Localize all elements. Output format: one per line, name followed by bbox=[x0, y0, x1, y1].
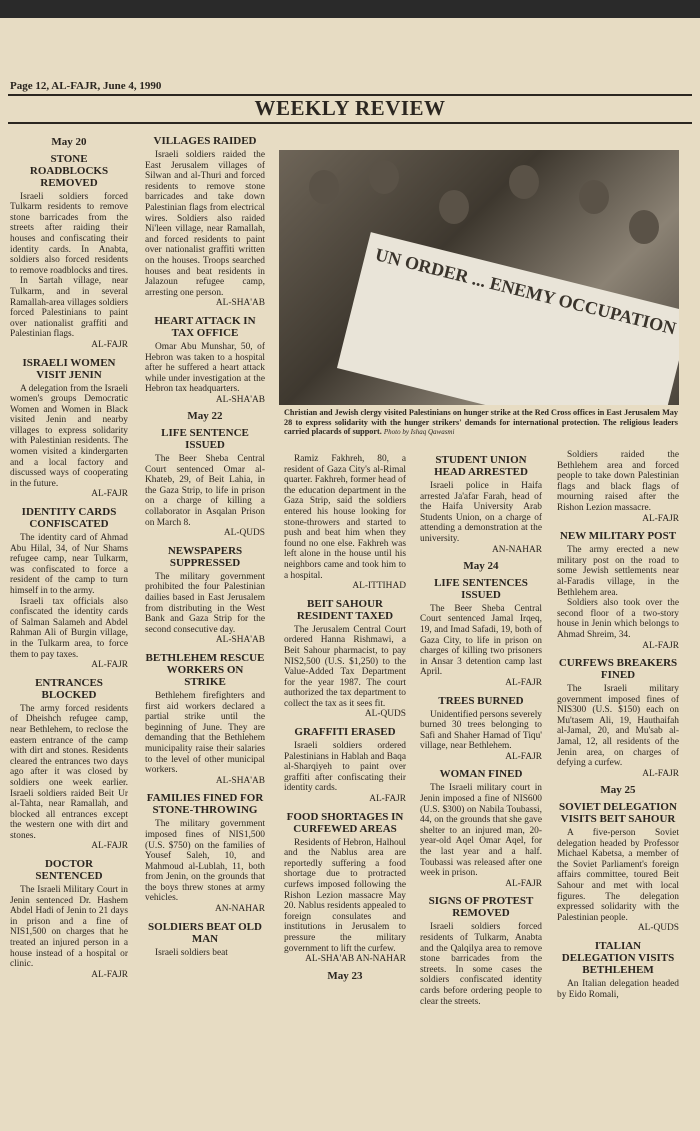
column-1 bbox=[10, 131, 128, 986]
date-heading: May 23 bbox=[327, 969, 363, 982]
article-paragraph: In Sartah village, near Tulkarm, and in several Ramallah-area villages soldiers forced Palestinians to paint over nationalist graffiti and Palestinian flags. bbox=[10, 276, 128, 340]
column-5 bbox=[557, 450, 679, 1000]
article-headline: TREES BURNED bbox=[438, 694, 524, 707]
article-paragraph: The Beer Sheba Central Court sentenced Jamal Irqeq, 19, and Imad Safadi, 19, both of Gaza City, to life in prison on charges of killing two prisoners in Ansar 3 detention camp last April. bbox=[420, 603, 542, 678]
article-paragraph: Bethlehem firefighters and first aid workers declared a partial strike until the beginning of June. They are demanding that the Bethlehem municipality raise their salaries to the level of other municipal workers. bbox=[145, 690, 265, 776]
article-paragraph: Israeli soldiers forced Tulkarm residents to remove stone barricades from the streets after raiding their houses and confiscating their identity cards. In Anabta, soldiers also forced residents to remove roadblocks and tires. bbox=[10, 191, 128, 276]
article-source: AL-QUDS bbox=[223, 528, 265, 539]
date-heading: May 25 bbox=[600, 784, 636, 797]
article-headline: SIGNS OF PROTEST REMOVED bbox=[428, 895, 534, 920]
protest-placard: UN ORDER ... ENEMY OCCUPATION bbox=[337, 232, 679, 405]
article-source: AL-FAJR bbox=[91, 841, 128, 852]
article-headline: ENTRANCES BLOCKED bbox=[35, 676, 103, 701]
column-3 bbox=[284, 454, 406, 986]
article-headline: FOOD SHORTAGES IN CURFEWED AREAS bbox=[286, 810, 404, 835]
article-paragraph: Israeli soldiers raided the East Jerusalem villages of Silwan and al-Thuri and forced residents to remove stone barricades and take down Palestinian flags from electrical wires. Soldiers also raided Ni'leen village, near Ramallah, and forced residents to paint over nationalist graffiti written on the houses. Troops searched houses and beat residents in Jalazoun refugee camp, arresting one person. bbox=[145, 150, 265, 298]
article-paragraph: The Israeli military government imposed fines of NIS300 (U.S. $150) each on Mu'tasem Ali, 19, Hauthaifah al-Jamal, 20, and Mu'sab al-Jamal, 12, all residents of the Jenin area, on charges of defying a curfew. bbox=[557, 684, 679, 769]
article-source: AL-QUDS bbox=[364, 709, 406, 720]
date-heading: May 20 bbox=[51, 136, 87, 148]
article-paragraph: A delegation from the Israeli women's groups Democratic Women and Women in Black visited Jenin and nearby villages to express solidarity with Palestinian residents. The women visited a kindergarten and a local factory and discussed ways of cooperating in the future. bbox=[10, 383, 128, 489]
article-source: AL-FAJR bbox=[505, 751, 542, 762]
article-headline: BEIT SAHOUR RESIDENT TAXED bbox=[296, 597, 394, 622]
article-paragraph: Unidentified persons severely burned 30 trees belonging to Safi and Shaher Hamad of Tiqu' village, near Bethlehem. bbox=[420, 709, 542, 752]
article-headline: ITALIAN DELEGATION VISITS BETHLEHEM bbox=[561, 939, 675, 976]
news-photo bbox=[279, 150, 679, 405]
article-headline: LIFE SENTENCE ISSUED bbox=[161, 427, 249, 452]
article-headline: SOVIET DELEGATION VISITS BEIT SAHOUR bbox=[559, 801, 677, 826]
article-paragraph: Soldiers also took over the second floor of a two-story house in Jenin which belongs to Ahmad Shreim, 34. bbox=[557, 598, 679, 640]
article-source: AL-FAJR bbox=[91, 660, 128, 671]
article-paragraph: Israeli soldiers beat bbox=[155, 947, 228, 958]
article-paragraph: Omar Abu Munshar, 50, of Hebron was taken to a hospital after he suffered a heart attack while under investigation at the Hebron tax headquarters. bbox=[145, 341, 265, 395]
article-headline: WOMAN FINED bbox=[439, 768, 523, 781]
date-heading: May 22 bbox=[187, 410, 223, 423]
article-headline: DOCTOR SENTENCED bbox=[35, 858, 103, 883]
article-paragraph: The military government prohibited the four Palestinian dailies based in East Jerusalem from distributing in the West Bank and Gaza Strip for the second consecutive day. bbox=[145, 571, 265, 635]
article-source: AL-QUDS bbox=[637, 923, 679, 934]
article-paragraph: The Israeli military court in Jenin imposed a fine of NIS600 (U.S. $300) on Nabila Toubassi, 44, on the grounds that she gave shelter to an injured man, 20-year-old Aqel Omar Aqel, for the last year and a half. Toubassi was released after one week in prison. bbox=[420, 783, 542, 879]
article-source: AL-ITTIHAD bbox=[352, 581, 406, 592]
article-paragraph: The Israeli Military Court in Jenin sentenced Dr. Hashem Abdel Hadi of Jenin to 21 days in prison and a fine of NIS1,500 on charges that he treated an injured person in a house instead of a hospital or clinic. bbox=[10, 885, 128, 970]
date-heading: May 24 bbox=[463, 560, 499, 573]
article-headline: VILLAGES RAIDED bbox=[153, 135, 257, 147]
article-headline: GRAFFITI ERASED bbox=[294, 726, 396, 739]
title-rule bbox=[8, 122, 692, 124]
article-source: AL-SHA'AB bbox=[215, 775, 265, 786]
article-source: AL-SHA'AB bbox=[215, 394, 265, 405]
article-paragraph: A five-person Soviet delegation headed by Professor Michael Kabetsa, a member of the Soviet Parliament's foreign affairs committee, toured Beit Sahour and met with local figures. The delegation expressed solidarity with the Palestinian people. bbox=[557, 828, 679, 923]
article-headline: HEART ATTACK IN TAX OFFICE bbox=[154, 314, 256, 339]
article-paragraph: Ramiz Fakhreh, 80, a resident of Gaza City's al-Rimal quarter. Fakhreh, former head of the education department in the Gaza Strip, said the soldiers entered his house looking for stone-throwers and started to push and beat him when they found no one else. Fakhreh was left alone in the house until his neighbors came and took him to a hospital. bbox=[284, 454, 406, 581]
article-paragraph: The army erected a new military post on the road to some Jewish settlements near al-Faradis village, in the Bethlehem area. bbox=[557, 545, 679, 598]
article-paragraph: Israeli police in Haifa arrested Ja'afar Farah, head of the Haifa University Arab Students Union, on a charge of attending a demonstration at the university. bbox=[420, 481, 542, 544]
article-paragraph: The identity card of Ahmad Abu Hilal, 34, of Nur Shams refugee camp, near Tulkarm, was confiscated to force a resident of the camp to turn himself in to the army. bbox=[10, 533, 128, 596]
article-paragraph: Israeli soldiers forced residents of Tulkarm, Anabta and the Qalqilya area to remove stone barricades from the streets. In some cases the soldiers confiscated identity cards before ordering people to clear the streets. bbox=[420, 922, 542, 1007]
article-paragraph: The Jerusalem Central Court ordered Hanna Rishmawi, a Beit Sahour pharmacist, to pay NIS2,500 (U.S. $1,250) to the Value-Added Tax Department for the year 1987. The court authorized the tax department to collect the tax as it sees fit. bbox=[284, 624, 406, 709]
section-title: WEEKLY REVIEW bbox=[254, 96, 446, 120]
article-source: AL-SHA'AB AN-NAHAR bbox=[305, 954, 406, 965]
article-headline: NEWSPAPERS SUPPRESSED bbox=[167, 544, 243, 569]
page-header: Page 12, AL-FAJR, June 4, 1990 bbox=[10, 80, 162, 92]
article-headline: SOLDIERS BEAT OLD MAN bbox=[148, 920, 262, 945]
article-paragraph: The military government imposed fines of NIS1,500 (U.S. $750) on the families of Yousef Saleh, 10, and Mahmoud al-Lublah, 11, both from Jenin, on the grounds that the boys threw stones at army vehicles. bbox=[145, 819, 265, 904]
article-paragraph: The Beer Sheba Central Court sentenced Omar al-Khateb, 29, of Beit Lahia, in the Gaza Strip, to life in prison on a charge of killing a collaborator in Asqalan Prison on March 8. bbox=[145, 454, 265, 528]
article-paragraph: The army forced residents of Dheishch refugee camp, near Bethlehem, to reclose the eastern entrance of the camp with dirt and stones. Residents cleared the entrances two days ago after it was closed by soldiers one week earlier. Israeli soldiers raided Beit Ur al-Tahta, near Ramallah, and blocked all entrances except the western one with dirt and stones. bbox=[10, 703, 128, 841]
photo-credit: Photo by Ishaq Qawasmi bbox=[383, 428, 455, 437]
article-paragraph: Residents of Hebron, Halhoul and the Nablus area are reportedly suffering a food shortage due to protracted curfews imposed following the Rishon Lezion massacre May 20. Nablus residents appealed to foreign consulates and institutions in Jerusalem to pressure the military government to lift the curfew. bbox=[284, 837, 406, 954]
article-source: AL-FAJR bbox=[642, 513, 679, 524]
article-headline: NEW MILITARY POST bbox=[559, 530, 677, 543]
column-2 bbox=[145, 131, 265, 958]
article-source: AL-FAJR bbox=[91, 339, 128, 350]
newspaper-page bbox=[0, 18, 700, 1131]
article-source: AL-SHA'AB bbox=[215, 298, 265, 309]
article-headline: LIFE SENTENCES ISSUED bbox=[434, 576, 528, 601]
article-source: AN-NAHAR bbox=[215, 904, 265, 915]
article-headline: STUDENT UNION HEAD ARRESTED bbox=[434, 454, 528, 478]
article-source: AL-FAJR bbox=[505, 677, 542, 688]
article-source: AN-NAHAR bbox=[492, 544, 542, 555]
caption-text: Christian and Jewish clergy visited Palestinians on hunger strike at the Red Cross offices in East Jerusalem May 28 to express solidarity with the hunger strikers' demands for international protection. The religious leaders carried placards of support. bbox=[284, 408, 678, 437]
article-source: AL-FAJR bbox=[369, 794, 406, 805]
article-headline: BETHLEHEM RESCUE WORKERS ON STRIKE bbox=[145, 651, 265, 688]
column-4 bbox=[420, 450, 542, 1007]
photo-caption bbox=[284, 408, 678, 438]
article-source: AL-FAJR bbox=[642, 768, 679, 779]
article-paragraph: Soldiers raided the Bethlehem area and forced people to take down Palestinian flags and black flags of mourning raised after the Rishon Lezion massacre. bbox=[557, 450, 679, 513]
article-headline: STONE ROADBLOCKS REMOVED bbox=[29, 152, 109, 189]
article-source: AL-FAJR bbox=[91, 489, 128, 500]
article-headline: CURFEWS BREAKERS FINED bbox=[558, 657, 678, 682]
article-paragraph: Israeli tax officials also confiscated the identity cards of Salman Salameh and Abdel Rahman Ali of Burgin village, in the Tulkarm area, to force them to pay taxes. bbox=[10, 596, 128, 660]
article-headline: FAMILIES FINED FOR STONE-THROWING bbox=[146, 792, 264, 817]
article-headline: IDENTITY CARDS CONFISCATED bbox=[21, 506, 117, 531]
article-paragraph: An Italian delegation headed by Eido Romali, bbox=[557, 978, 679, 1000]
article-headline: ISRAELI WOMEN VISIT JENIN bbox=[22, 356, 116, 381]
article-source: AL-FAJR bbox=[505, 878, 542, 889]
article-source: AL-SHA'AB bbox=[215, 635, 265, 646]
article-paragraph: Israeli soldiers ordered Palestinians in Hablah and Baqa al-Sharqiyeh to paint over graffiti after confiscating their identity cards. bbox=[284, 741, 406, 794]
article-source: AL-FAJR bbox=[91, 969, 128, 980]
article-source: AL-FAJR bbox=[642, 640, 679, 651]
